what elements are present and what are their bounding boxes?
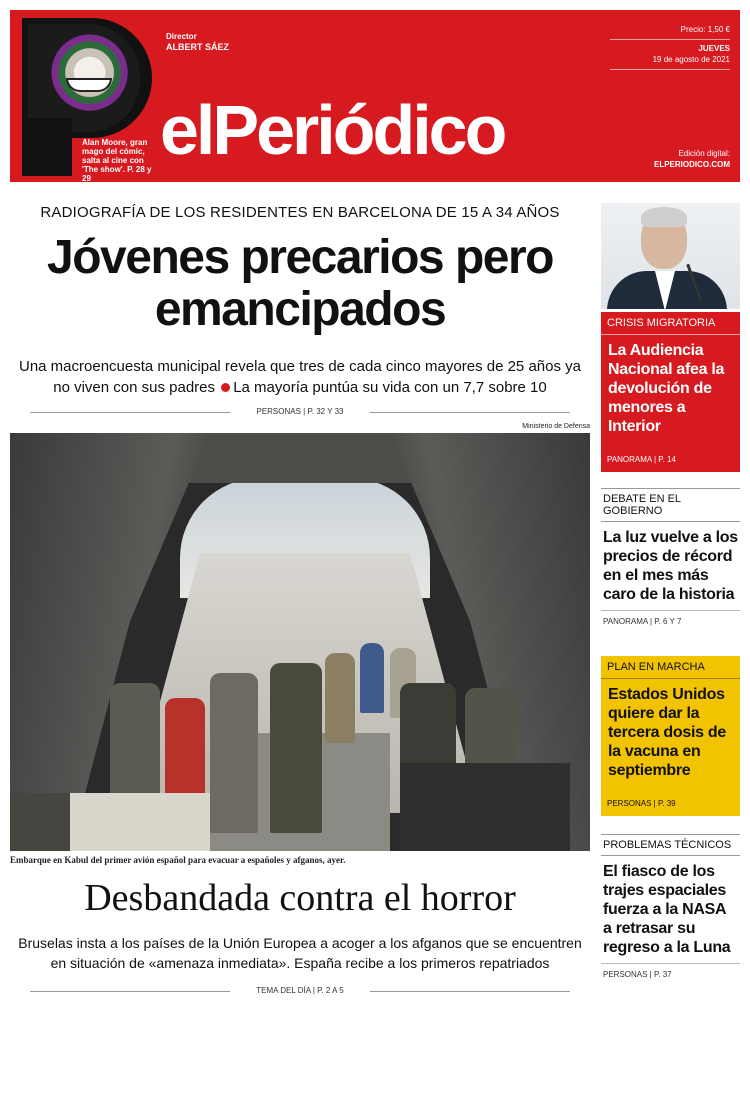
- cover-teaser: Alan Moore, gran mago del cómic, salta al cine con 'The show'. P. 28 y 29: [82, 138, 152, 182]
- lead-deck-part2: La mayoría puntúa su vida con un 7,7 sobre 10: [233, 379, 547, 396]
- photo-bench: [400, 763, 570, 851]
- sidebar-item-debate-gobierno[interactable]: [601, 488, 740, 626]
- person-figure: [325, 653, 355, 743]
- photo-crate: [60, 793, 210, 851]
- masthead: [10, 10, 740, 182]
- director-label: Director: [166, 32, 197, 41]
- masthead-info: [610, 24, 730, 169]
- second-section-ref: TEMA DEL DÍA | P. 2 A 5: [10, 986, 590, 995]
- lead-section-ref: PERSONAS | P. 32 Y 33: [10, 407, 590, 416]
- issue-date: 19 de agosto de 2021: [652, 55, 730, 64]
- red-bullet-icon: [221, 383, 230, 392]
- main-photo[interactable]: [10, 433, 590, 851]
- sidebar-item-ref: PANORAMA | P. 6 Y 7: [603, 617, 682, 626]
- p-stem: [22, 118, 72, 176]
- second-headline[interactable]: Desbandada contra el horror: [84, 877, 516, 919]
- sidebar-item-label: CRISIS MIGRATORIA: [601, 312, 740, 335]
- photo-pallet: [10, 793, 70, 851]
- person-figure: [210, 673, 258, 833]
- sidebar-item-label: PLAN EN MARCHA: [601, 656, 740, 679]
- sidebar-portrait[interactable]: [601, 203, 740, 309]
- director-credit: [166, 32, 229, 52]
- portrait-hair: [641, 207, 687, 227]
- sidebar-item-plan-en-marcha[interactable]: [601, 656, 740, 816]
- sidebar-item-label: DEBATE EN EL GOBIERNO: [601, 488, 740, 522]
- joker-grin: [66, 78, 112, 92]
- sidebar-item-title[interactable]: La Audiencia Nacional afea la devolución de menores a Interior: [608, 342, 725, 435]
- masthead-p-cover-art[interactable]: [22, 18, 152, 182]
- sidebar-item-label: PROBLEMAS TÉCNICOS: [601, 834, 740, 856]
- person-figure: [270, 663, 322, 833]
- sidebar-item-ref: PERSONAS | P. 37: [603, 970, 672, 979]
- photo-caption: Embarque en Kabul del primer avión español para evacuar a españoles y afganos, ayer.: [10, 855, 346, 865]
- photo-credit: Ministerio de Defensa: [522, 423, 590, 430]
- sidebar-item-ref: PANORAMA | P. 14: [607, 455, 676, 464]
- weekday: JUEVES: [698, 44, 730, 53]
- person-figure: [360, 643, 384, 713]
- sidebar-item-problemas-tecnicos[interactable]: [601, 834, 740, 979]
- director-name: ALBERT SÁEZ: [166, 42, 229, 52]
- digital-edition: [610, 148, 730, 170]
- lead-deck-part1: Una macroencuesta municipal revela que tres de cada cinco mayores de 25 años ya no viven con sus padres: [19, 358, 581, 396]
- edition-label: Edición digital:: [678, 149, 730, 158]
- divider: [610, 69, 730, 70]
- sidebar-item-title[interactable]: Estados Unidos quiere dar la tercera dosis de la vacuna en septiembre: [608, 686, 726, 779]
- price: Precio: 1,50 €: [680, 25, 730, 34]
- newspaper-logo[interactable]: elPeriódico: [160, 91, 505, 169]
- site-link[interactable]: ELPERIODICO.COM: [653, 160, 730, 169]
- lead-kicker: RADIOGRAFÍA DE LOS RESIDENTES EN BARCELONA DE 15 A 34 AÑOS: [40, 204, 560, 221]
- lead-deck: [10, 356, 590, 398]
- sidebar-item-title[interactable]: La luz vuelve a los precios de récord en el mes más caro de la historia: [603, 529, 738, 603]
- lead-headline[interactable]: Jóvenes precarios pero emancipados: [47, 231, 553, 336]
- sidebar-item-title[interactable]: El fiasco de los trajes espaciales fuerza a la NASA a retrasar su regreso a la Luna: [603, 863, 731, 956]
- divider: [610, 39, 730, 40]
- second-deck: Bruselas insta a los países de la Unión Europea a acoger a los afganos que se encuentren en situación de «amenaza inmediata». España recibe a los primeros repatriados: [18, 935, 582, 971]
- sidebar-item-crisis-migratoria[interactable]: [601, 312, 740, 472]
- sidebar-item-ref: PERSONAS | P. 39: [607, 799, 676, 808]
